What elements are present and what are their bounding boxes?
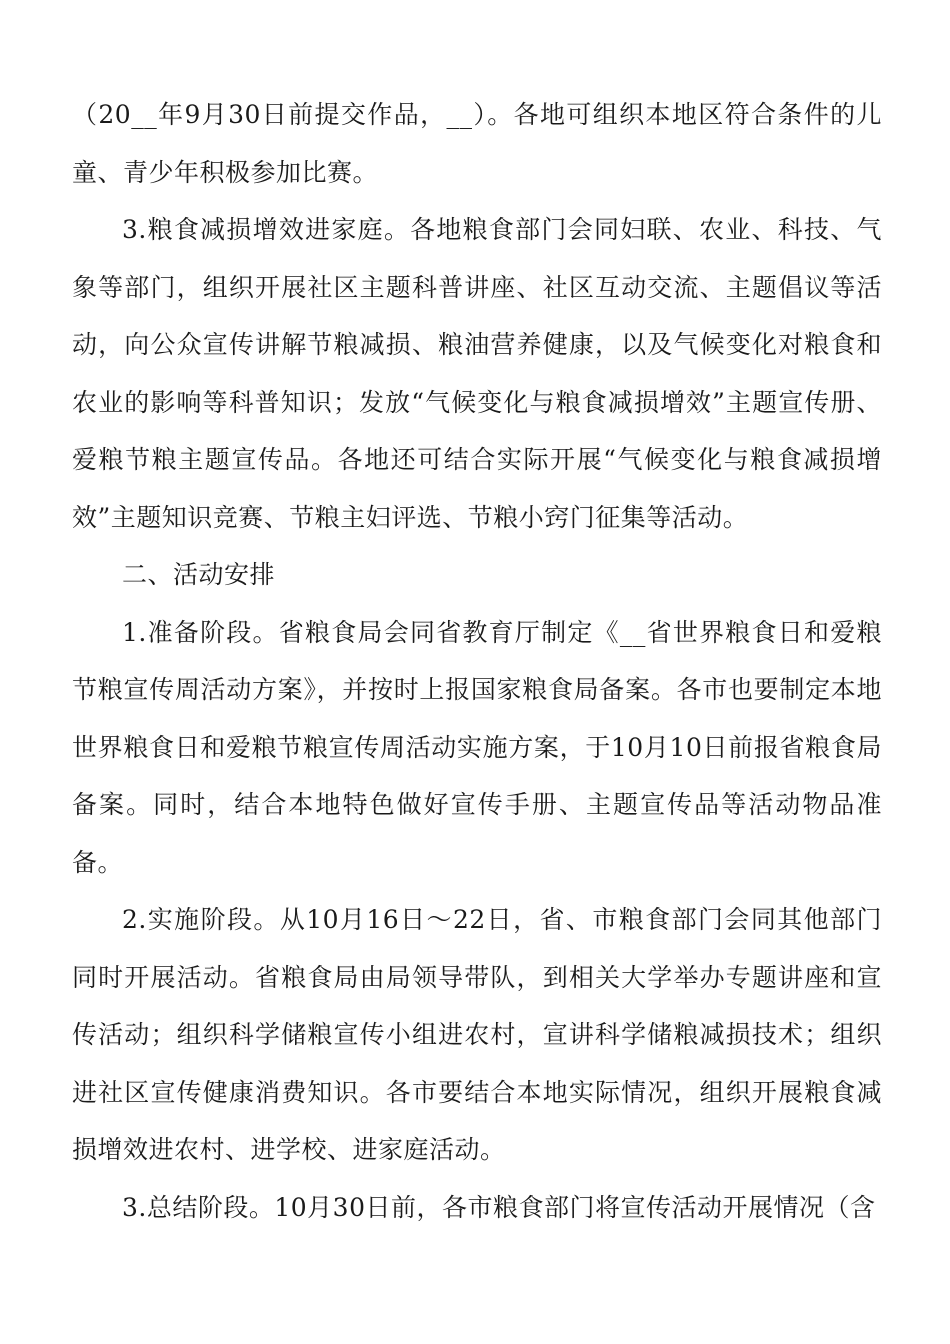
paragraph-submission-deadline: （20__年9月30日前提交作品，__）。各地可组织本地区符合条件的儿童、青少年积极参加比赛。 [72, 100, 882, 187]
paragraph-preparation-stage: 1.准备阶段。省粮食局会同省教育厅制定《__省世界粮食日和爱粮节粮宣传周活动方案》，并按时上报国家粮食局备案。各市也要制定本地世界粮食日和爱粮节粮宣传周活动实施方案，于10月10日前报省粮食局备案。同时，结合本地特色做好宣传手册、主题宣传品等活动物品准备。 [72, 617, 882, 877]
document-body [72, 86, 882, 1236]
paragraph-implementation-stage: 2.实施阶段。从10月16日～22日，省、市粮食部门会同其他部门同时开展活动。省粮食局由局领导带队，到相关大学举办专题讲座和宣传活动；组织科学储粮宣传小组进农村，宣讲科学储粮减损技术；组织进社区宣传健康消费知识。各市要结合本地实际情况，组织开展粮食减损增效进农村、进学校、进家庭活动。 [72, 905, 882, 1164]
paragraph-family-activity: 3.粮食减损增效进家庭。各地粮食部门会同妇联、农业、科技、气象等部门，组织开展社区主题科普讲座、社区互动交流、主题倡议等活动，向公众宣传讲解节粮减损、粮油营养健康，以及气候变化对粮食和农业的影响等科普知识；发放“气候变化与粮食减损增效”主题宣传册、爱粮节粮主题宣传品。各地还可结合实际开展“气候变化与粮食减损增效”主题知识竞赛、节粮主妇评选、节粮小窍门征集等活动。 [72, 215, 882, 532]
paragraph-summary-stage: 3.总结阶段。10月30日前，各市粮食部门将宣传活动开展情况（含 [122, 1192, 876, 1222]
section-heading-activity-arrangement: 二、活动安排 [122, 560, 276, 589]
